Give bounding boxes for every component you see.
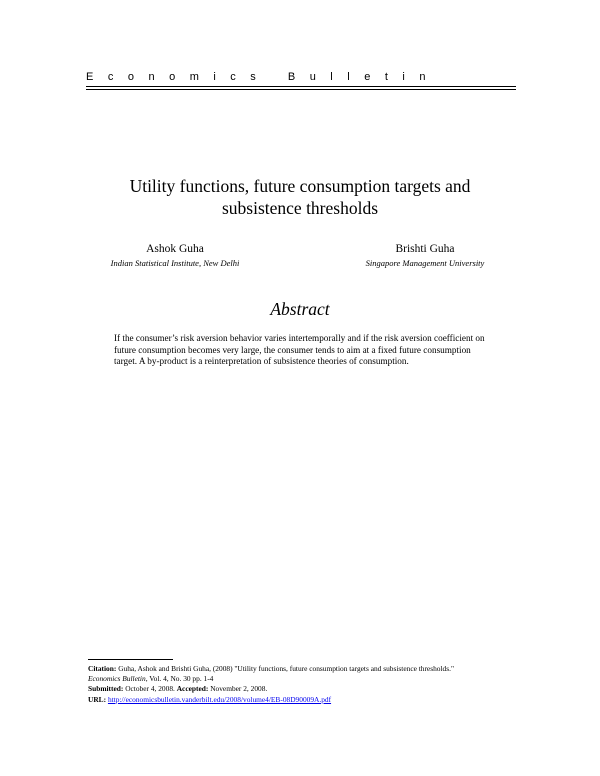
accepted-date: November 2, 2008. (210, 684, 268, 694)
url-line (88, 695, 518, 705)
citation-text: Guha, Ashok and Brishti Guha, (2008) "Utility functions, future consumption targets and subsistence thresholds." (118, 664, 454, 673)
paper-url-link[interactable]: http://economicsbulletin.vanderbilt.edu/2008/volume4/EB-08D90009A.pdf (107, 694, 332, 704)
dates-line (88, 684, 518, 694)
header-rule-bottom (86, 89, 516, 90)
header-rule-top (86, 86, 516, 87)
citation-label: Citation: (88, 664, 117, 673)
accepted-label: Accepted: (176, 684, 209, 694)
author-1 (90, 242, 260, 270)
author-name: Brishti Guha (395, 243, 455, 255)
paper-title: Utility functions, future consumption targets and subsistence thresholds (129, 176, 471, 218)
author-affiliation: Indian Statistical Institute, New Delhi (110, 258, 240, 268)
abstract-heading: Abstract (270, 299, 330, 319)
url-label: URL: (88, 694, 107, 704)
citation-journal-line (88, 674, 518, 684)
abstract-text: If the consumer’s risk aversion behavior varies intertemporally and if the risk aversion coefficient on future consumption becomes very large, the consumer tends to aim at a fixed future consumption target. A by-product is a reinterpretation of subsistence theories of consumption. (114, 333, 485, 367)
author-name: Ashok Guha (146, 243, 204, 255)
citation-volume: , Vol. 4, No. 30 pp. 1-4 (145, 674, 214, 684)
author-affiliation: Singapore Management University (365, 258, 485, 268)
journal-header: Economics Bulletin (86, 71, 440, 83)
footnote-rule (88, 659, 173, 660)
submitted-date: October 4, 2008. (125, 684, 175, 694)
submitted-label: Submitted: (88, 684, 124, 694)
citation-journal: Economics Bulletin (88, 674, 146, 684)
citation-line (88, 664, 518, 674)
author-2 (340, 242, 510, 270)
footnote (88, 664, 518, 705)
